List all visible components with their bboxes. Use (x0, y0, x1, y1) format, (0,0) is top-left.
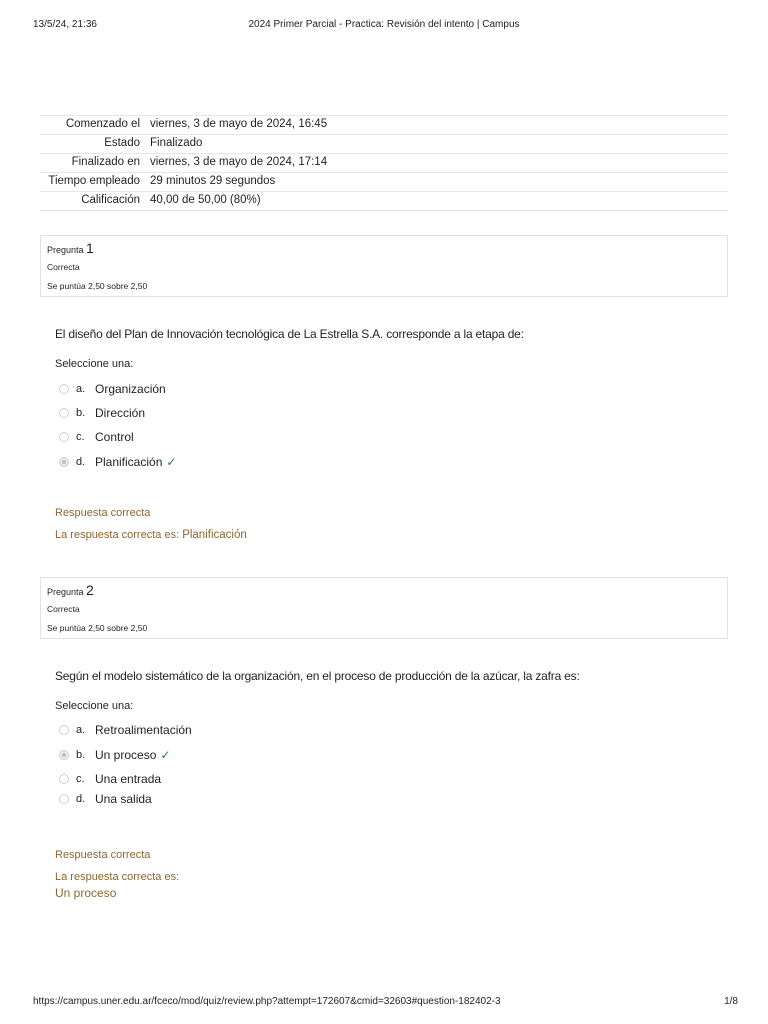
question-number (47, 241, 721, 257)
option-label: Una salida (95, 792, 152, 806)
question-state: Correcta (47, 262, 80, 272)
radio-icon[interactable] (59, 384, 69, 394)
summary-value: viernes, 3 de mayo de 2024, 17:14 (145, 154, 728, 173)
option-label: Control (95, 430, 134, 444)
summary-label: Comenzado el (40, 116, 145, 135)
select-prompt: Seleccione una: (55, 700, 134, 712)
option-letter: d. (76, 793, 86, 805)
answer-option[interactable] (59, 791, 152, 807)
option-label: Una entrada (95, 772, 162, 786)
answer-option[interactable] (59, 722, 192, 738)
print-header (0, 19, 768, 33)
summary-row (40, 173, 728, 192)
answer-option-selected[interactable] (59, 747, 170, 763)
answer-option-selected[interactable] (59, 454, 176, 470)
summary-row (40, 154, 728, 173)
right-answer-value: Planificación (182, 529, 247, 541)
right-answer (55, 869, 179, 901)
question-number-value: 2 (86, 582, 94, 598)
print-page-title: 2024 Primer Parcial - Practica: Revisión del intento | Campus (248, 19, 520, 30)
summary-label: Calificación (40, 192, 145, 211)
page-url: https://campus.uner.edu.ar/fceco/mod/quiz/review.php?attempt=172607&cmid=32603#question-182402-3 (33, 996, 501, 1007)
summary-value: Finalizado (145, 135, 728, 154)
summary-row (40, 135, 728, 154)
page-number: 1/8 (724, 996, 738, 1007)
answer-option[interactable] (59, 405, 145, 421)
summary-row (40, 116, 728, 135)
question-grade: Se puntúa 2,50 sobre 2,50 (47, 281, 148, 291)
right-answer-label: La respuesta correcta es: (55, 871, 180, 883)
summary-value: 40,00 de 50,00 (80%) (145, 192, 728, 211)
option-letter: c. (76, 431, 85, 443)
question-number-value: 1 (86, 240, 94, 256)
radio-icon[interactable] (59, 794, 69, 804)
option-label: Un proceso (95, 748, 157, 762)
question-info-box (40, 235, 728, 297)
option-letter: b. (76, 407, 86, 419)
feedback-text: Respuesta correcta (55, 849, 151, 861)
option-letter: d. (76, 456, 86, 468)
radio-icon[interactable] (59, 725, 69, 735)
check-icon: ✓ (160, 748, 171, 762)
option-label: Dirección (95, 406, 146, 420)
radio-icon[interactable] (59, 774, 69, 784)
radio-icon[interactable] (59, 750, 69, 760)
question-label: Pregunta (47, 245, 84, 255)
summary-label: Finalizado en (40, 154, 145, 173)
question-text: Según el modelo sistemático de la organización, en el proceso de producción de la azúcar, la zafra es: (55, 669, 580, 683)
answer-option[interactable] (59, 429, 134, 445)
question-grade: Se puntúa 2,50 sobre 2,50 (47, 623, 148, 633)
summary-value: viernes, 3 de mayo de 2024, 16:45 (145, 116, 728, 135)
right-answer-label: La respuesta correcta es: (55, 529, 180, 541)
question-number (47, 583, 721, 599)
question-info-box (40, 577, 728, 639)
question-label: Pregunta (47, 587, 84, 597)
radio-icon[interactable] (59, 432, 69, 442)
option-label: Organización (95, 382, 166, 396)
attempt-summary-table (40, 115, 728, 211)
feedback-text: Respuesta correcta (55, 507, 151, 519)
option-letter: a. (76, 383, 86, 395)
option-label: Planificación (95, 455, 163, 469)
option-letter: a. (76, 724, 86, 736)
option-letter: b. (76, 749, 86, 761)
option-label: Retroalimentación (95, 723, 192, 737)
answer-option[interactable] (59, 381, 166, 397)
option-letter: c. (76, 773, 85, 785)
summary-value: 29 minutos 29 segundos (145, 173, 728, 192)
radio-icon[interactable] (59, 457, 69, 467)
print-date: 13/5/24, 21:36 (33, 19, 97, 30)
answer-option[interactable] (59, 771, 161, 787)
right-answer-value: Un proceso (55, 886, 117, 900)
radio-icon[interactable] (59, 408, 69, 418)
select-prompt: Seleccione una: (55, 358, 134, 370)
question-state: Correcta (47, 604, 80, 614)
summary-row (40, 192, 728, 211)
right-answer (55, 529, 247, 541)
check-icon: ✓ (166, 455, 177, 469)
summary-label: Estado (40, 135, 145, 154)
question-text: El diseño del Plan de Innovación tecnológica de La Estrella S.A. corresponde a la etapa de: (55, 327, 524, 341)
print-footer (0, 996, 768, 1010)
summary-label: Tiempo empleado (40, 173, 145, 192)
